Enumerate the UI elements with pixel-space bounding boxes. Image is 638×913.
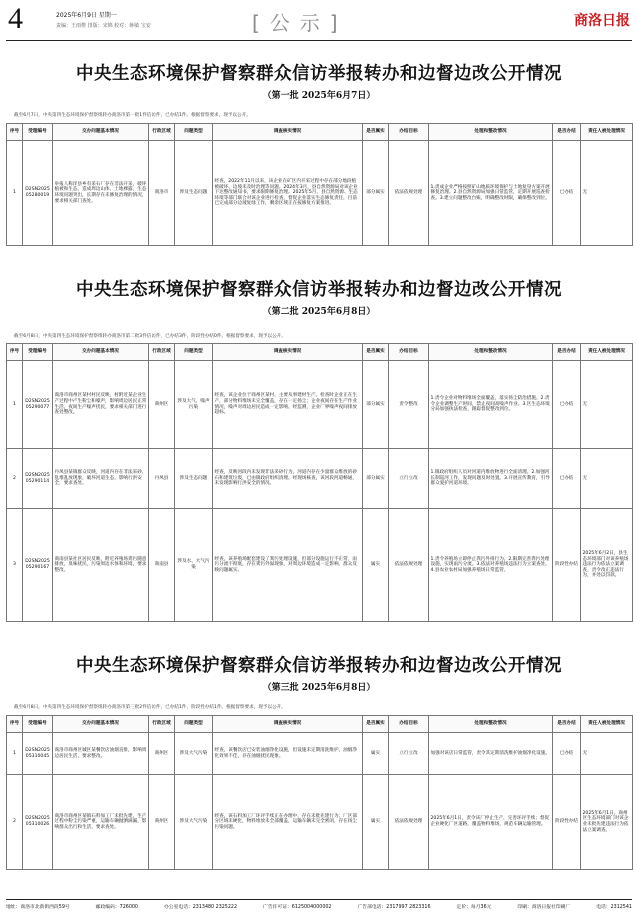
cell-district: 商洛市	[149, 141, 175, 246]
table-row	[7, 141, 633, 246]
table-row	[7, 361, 633, 449]
page-header	[0, 0, 638, 40]
table-header-row	[7, 124, 633, 141]
column-header: 调查核实情况	[213, 124, 363, 141]
cell-content: 商洛市商州区城区某餐饮店油烟直排，影响周边居民生活，要求整改。	[53, 733, 149, 775]
cell-code: D2SN202505290114	[23, 449, 53, 509]
cell-type: 涉及生态问题	[175, 449, 213, 509]
cell-district: 商州区	[149, 775, 175, 870]
cell-type: 涉及大气污染	[175, 733, 213, 775]
footer-office: 办公室电话：2313480 2325222	[163, 905, 238, 910]
cell-type: 涉及大气污染	[175, 775, 213, 870]
cell-accountability: 2025年6月2日，县生态环境部门对该养殖场违法行为依法立案调查，责令改正违法行为，并处以罚款。	[581, 509, 633, 622]
column-header: 序号	[7, 344, 23, 361]
cell-investigation: 经查，该石料加工厂环评手续正在办理中，存在未批先建行为；厂区部分区域未硬化，物料堆放未全部覆盖，运输车辆未完全密闭，存在扬尘污染问题。	[213, 775, 363, 870]
cell-type: 涉及水、大气污染	[175, 509, 213, 622]
cell-code: D2SN202505280019	[23, 141, 53, 246]
cell-rectification: 1.镇政府组织人员对河道内堆放物进行全面清理。2.加强河长制巡河工作，发现问题及时处置。3.开展宣传教育，引导群众爱护河道环境。	[429, 449, 553, 509]
table-header-row	[7, 344, 633, 361]
column-header: 办结目标	[389, 124, 429, 141]
batch-3-table	[6, 715, 633, 870]
column-header: 责任人被处理情况	[581, 344, 633, 361]
batch-2-subtitle: （第二批 2025年6月8日）	[262, 307, 376, 317]
column-header: 处理和整改情况	[429, 716, 553, 733]
column-header: 是否属实	[363, 124, 389, 141]
cell-status: 阶段性办结	[553, 775, 581, 870]
batch-2-title: 中央生态环境保护督察群众信访举报转办和边督边改公开情况	[76, 280, 562, 300]
editors-line: 责编：王雨橙 排版：宋锦 校对：蒋敏 宝安	[56, 23, 151, 29]
cell-content: 商南县某社区居民反映，附近养殖场粪污随意排放，臭味扰民，污染周边水体和环境，要求整改。	[53, 509, 149, 622]
cell-content: 举报人称洋县乡有采石厂存在非法开采，破坏植被和生态，造成周边山体、土地裸露，生态环境问题突出，长期存在未修复治理的情况，要求相关部门查处。	[53, 141, 149, 246]
cell-accountability: 无	[581, 361, 633, 449]
cell-rectification: 2025年6月1日，责令该厂停止生产，完善环评手续；督促企业硬化厂区道路，覆盖物料堆场，规范车辆运输管理。	[429, 775, 553, 870]
column-header: 问题类型	[175, 344, 213, 361]
batch-1-note: 截至6月7日，中央第四生态环境保护督察组转办商洛市第一批1件信访件，已办结1件。根据督察要求，现予以公开。	[14, 113, 251, 118]
column-header: 受理编号	[23, 124, 53, 141]
cell-investigation: 经查，该餐饮店已安装油烟净化设施，但设施未定期清洗维护，油烟净化效果不佳，存在油烟扰民现象。	[213, 733, 363, 775]
footer-printer: 印刷：商洛日报社印刷厂	[517, 905, 571, 910]
cell-no: 2	[7, 775, 23, 870]
table-row	[7, 733, 633, 775]
batch-1-title: 中央生态环境保护督察群众信访举报转办和边督边改公开情况	[76, 64, 562, 84]
cell-accountability: 无	[581, 449, 633, 509]
cell-investigation: 经查，反映河段内未发现非法采砂行为，河道内存在少量群众堆放的砂石和建筑垃圾，已由镇政府组织清理。经现场核查，该河段河道畅通，未发现影响行洪安全的情况。	[213, 449, 363, 509]
cell-no: 2	[7, 449, 23, 509]
cell-code: D2SN202505310045	[23, 733, 53, 775]
footer-ad-phone: 广告部电话：2317997 2823316	[357, 905, 431, 910]
column-header: 交办问题基本情况	[53, 344, 149, 361]
cell-result: 依法依规处理	[389, 775, 429, 870]
column-header: 调查核实情况	[213, 344, 363, 361]
column-header: 办结目标	[389, 716, 429, 733]
column-header: 是否办结	[553, 124, 581, 141]
header-rule	[6, 40, 632, 41]
cell-verdict: 部分属实	[363, 141, 389, 246]
column-header: 是否办结	[553, 716, 581, 733]
section-label: [公示]	[252, 11, 348, 35]
table-header-row	[7, 716, 633, 733]
batch-1-table	[6, 123, 633, 246]
cell-code: D2SN202505290167	[23, 509, 53, 622]
cell-result: 立行立改	[389, 449, 429, 509]
cell-no: 1	[7, 733, 23, 775]
cell-status: 已办结	[553, 733, 581, 775]
column-header: 责任人被处理情况	[581, 124, 633, 141]
cell-code: D2SN202505290077	[23, 361, 53, 449]
cell-district: 商州区	[149, 733, 175, 775]
batch-3-subtitle: （第三批 2025年6月8日）	[262, 683, 376, 693]
cell-result: 依法依规处理	[389, 141, 429, 246]
cell-investigation: 经查，该养殖场配套建设了粪污处理设施，但部分设施运行不正常，雨污分流不彻底，存在粪污外溢现象，对周边环境造成一定影响，群众反映问题属实。	[213, 509, 363, 622]
cell-content: 商洛市商州区某镇石料加工厂未批先建，生产过程中粉尘污染严重，运输车辆抛洒滴漏，影响群众出行和生活，要求查处。	[53, 775, 149, 870]
cell-content: 丹凤县某镇群众反映，河道内存在非法采砂、乱堆乱放现象，破坏河道生态，影响行洪安全，要求查处。	[53, 449, 149, 509]
cell-result: 立行立改	[389, 733, 429, 775]
column-header: 序号	[7, 124, 23, 141]
cell-district: 商南县	[149, 509, 175, 622]
cell-status: 已办结	[553, 141, 581, 246]
footer-print-phone: 电话：2312541	[596, 905, 632, 910]
cell-verdict: 属实	[363, 733, 389, 775]
batch-2-note: 截至6月8日，中央第四生态环境保护督察组转办商洛市第二批3件信访件，已办结3件，阶段性办结0件。根据督察要求，现予以公开。	[14, 334, 286, 339]
column-header: 交办问题基本情况	[53, 716, 149, 733]
footer-postcode: 邮政编码：726000	[95, 905, 138, 910]
column-header: 处理和整改情况	[429, 344, 553, 361]
column-header: 是否属实	[363, 716, 389, 733]
cell-rectification: 加强对该店日常监管，责令其定期清洗维护油烟净化设施。	[429, 733, 553, 775]
cell-status: 已办结	[553, 361, 581, 449]
batch-3-note: 截至6月8日，中央第四生态环境保护督察组转办商洛市第三批2件信访件，已办结1件，阶段性办结1件。根据督察要求，现予以公开。	[14, 705, 286, 710]
cell-content: 商洛市商州区某村村民反映，村附近某企业生产过程中产生粉尘和噪声，影响周边居民正常生活，夜间生产噪声扰民，要求相关部门进行查处整改。	[53, 361, 149, 449]
cell-result: 依法依规处理	[389, 509, 429, 622]
cell-verdict: 属实	[363, 509, 389, 622]
cell-rectification: 1.责令养殖场立即停止粪污外排行为。2.限期完善粪污处理设施，实现雨污分流。3.依法对养殖场违法行为立案查处。4.县农业农村局加强养殖场日常监管。	[429, 509, 553, 622]
cell-investigation: 经查，2022年11月以来，该企业在矿区内开采过程中存在部分地段植被破坏、边坡未及时治理等问题。2024年3月，县自然资源局对该企业下达整改通知书，要求限期修复治理。2025年5月，县自然资源、生态环境等部门联合对该企业进行检查，督促企业落实生态修复责任，目前已完成部分边坡复绿工作，剩余区域正在按修复方案推进。	[213, 141, 363, 246]
column-header: 是否属实	[363, 344, 389, 361]
cell-verdict: 部分属实	[363, 361, 389, 449]
batch-1-subtitle: （第一批 2025年6月7日）	[262, 91, 376, 101]
cell-rectification: 1.责令企业对物料堆场全面覆盖，落实扬尘防治措施。2.责令企业调整生产时间，禁止夜间高噪声作业。3.区生态环境分局加强执法检查，跟踪督促整改到位。	[429, 361, 553, 449]
date-line: 2025年6月9日 星期一	[56, 12, 117, 19]
footer-price: 定价：每月36元	[456, 905, 492, 910]
cell-district: 商州区	[149, 361, 175, 449]
page-number: 4	[8, 2, 23, 35]
cell-result: 责令整改	[389, 361, 429, 449]
batch-3-title: 中央生态环境保护督察群众信访举报转办和边督边改公开情况	[76, 656, 562, 676]
cell-verdict: 属实	[363, 775, 389, 870]
cell-type: 涉及大气、噪声污染	[175, 361, 213, 449]
cell-no: 1	[7, 361, 23, 449]
column-header: 受理编号	[23, 344, 53, 361]
batch-2-table	[6, 343, 633, 622]
table-row	[7, 775, 633, 870]
cell-accountability: 无	[581, 733, 633, 775]
column-header: 责任人被处理情况	[581, 716, 633, 733]
page-footer	[6, 899, 632, 910]
cell-investigation: 经查，该企业位于商州区某村，主要从事建材生产。检查时企业正在生产，部分物料堆场未完全覆盖，存在一定扬尘；企业夜间存在生产作业情况，噪声对周边居民造成一定影响。经监测，企业厂界噪声夜间排放超标。	[213, 361, 363, 449]
cell-no: 1	[7, 141, 23, 246]
column-header: 调查核实情况	[213, 716, 363, 733]
column-header: 是否办结	[553, 344, 581, 361]
column-header: 问题类型	[175, 716, 213, 733]
column-header: 交办问题基本情况	[53, 124, 149, 141]
cell-accountability: 2025年6月1日，商州区生态环境部门对该企业未批先建违法行为依法立案调查。	[581, 775, 633, 870]
column-header: 问题类型	[175, 124, 213, 141]
cell-code: D2SN202505310026	[23, 775, 53, 870]
column-header: 序号	[7, 716, 23, 733]
cell-accountability: 无	[581, 141, 633, 246]
cell-type: 涉及生态问题	[175, 141, 213, 246]
column-header: 受理编号	[23, 716, 53, 733]
cell-status: 阶段性办结	[553, 509, 581, 622]
table-row	[7, 449, 633, 509]
footer-address: 地址：商洛市北新街西段59号	[6, 905, 70, 910]
column-header: 行政区域	[149, 716, 175, 733]
footer-ad: 广告许可证：6125004000002	[263, 905, 332, 910]
cell-district: 丹凤县	[149, 449, 175, 509]
column-header: 行政区域	[149, 344, 175, 361]
table-row	[7, 509, 633, 622]
column-header: 办结目标	[389, 344, 429, 361]
cell-no: 3	[7, 509, 23, 622]
column-header: 行政区域	[149, 124, 175, 141]
column-header: 处理和整改情况	[429, 124, 553, 141]
newspaper-logo: 商洛日报	[574, 13, 630, 29]
cell-status: 已办结	[553, 449, 581, 509]
cell-verdict: 部分属实	[363, 449, 389, 509]
cell-rectification: 1.责成企业严格按照矿山地质环境保护与土地复垦方案开展修复治理。2.县自然资源局加强日常监管，定期开展巡查检查。3.建立问题整改台账，明确整改时限，确保整改到位。	[429, 141, 553, 246]
